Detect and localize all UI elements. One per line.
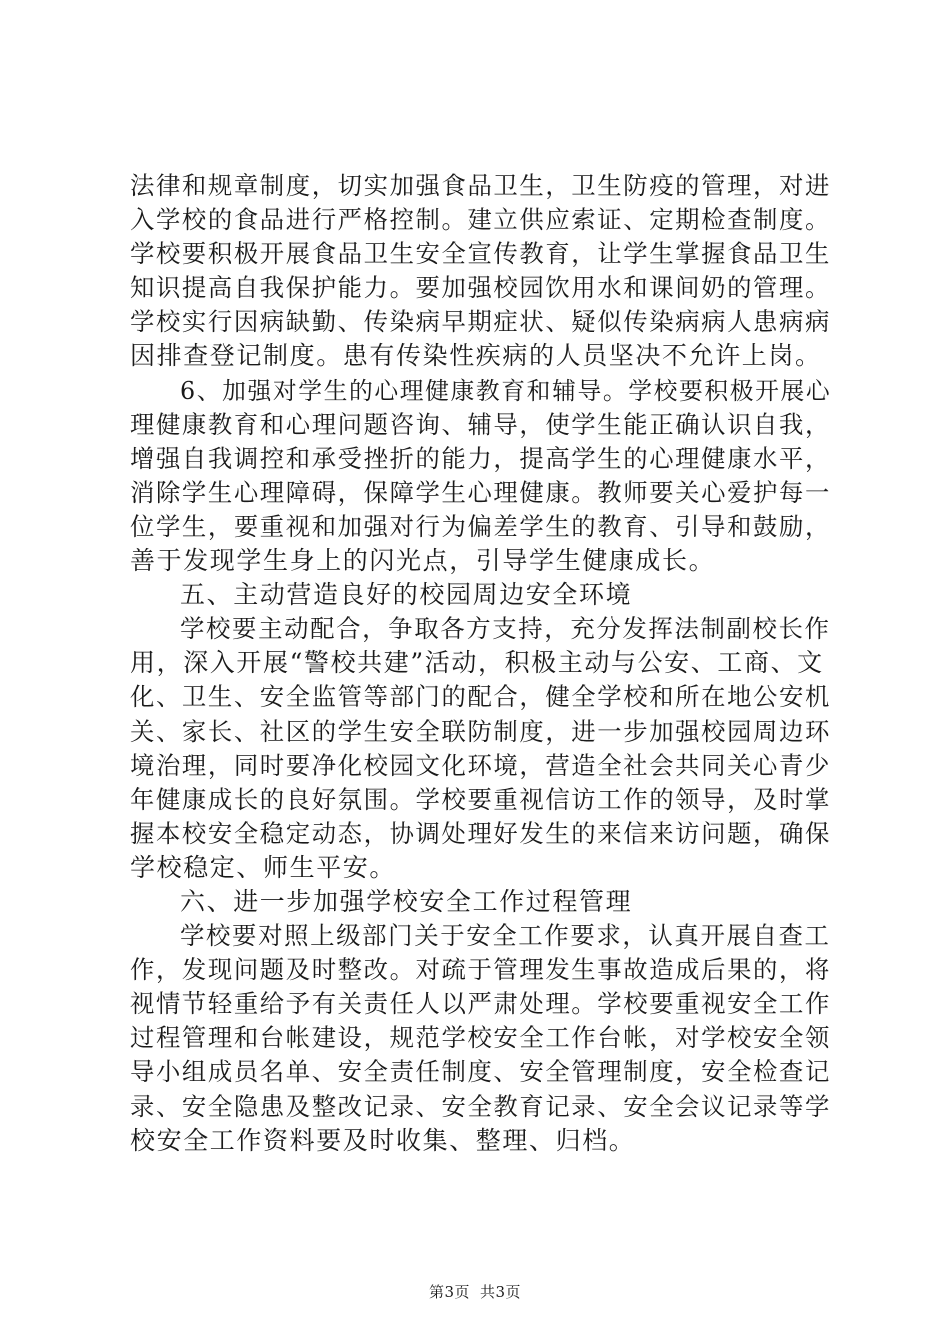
text-line: 学校要积极开展食品卫生安全宣传教育，让学生掌握食品卫生 — [130, 239, 831, 269]
text-line: 用，深入开展“警校共建”活动，积极主动与公安、工商、文 — [130, 648, 824, 678]
page-footer — [0, 1281, 950, 1302]
text-line: 学校稳定、师生平安。 — [130, 852, 397, 882]
document-body — [130, 169, 830, 1158]
text-line: 化、卫生、安全监管等部门的配合，健全学校和所在地公安机 — [130, 682, 831, 712]
text-line: 六、进一步加强学校安全工作过程管理 — [180, 886, 633, 916]
text-line: 关、家长、社区的学生安全联防制度，进一步加强校园周边环 — [130, 716, 831, 746]
text-line: 年健康成长的良好氛围。学校要重视信访工作的领导，及时掌 — [130, 784, 831, 814]
text-line: 视情节轻重给予有关责任人以严肃处理。学校要重视安全工作 — [130, 989, 831, 1019]
text-line: 位学生，要重视和加强对行为偏差学生的教育、引导和鼓励， — [130, 511, 831, 541]
text-line: 法律和规章制度，切实加强食品卫生，卫生防疫的管理，对进 — [130, 171, 831, 200]
text-line: 境治理，同时要净化校园文化环境，营造全社会共同关心青少 — [130, 750, 831, 780]
text-line: 导小组成员名单、安全责任制度、安全管理制度，安全检查记 — [130, 1057, 831, 1087]
text-line: 因排查登记制度。患有传染性疾病的人员坚决不允许上岗。 — [130, 341, 822, 371]
text-line: 增强自我调控和承受挫折的能力，提高学生的心理健康水平， — [130, 443, 831, 473]
text-line: 消除学生心理障碍，保障学生心理健康。教师要关心爱护每一 — [130, 477, 831, 507]
text-line: 学校实行因病缺勤、传染病早期症状、疑似传染病病人患病病 — [130, 307, 831, 337]
text-line: 理健康教育和心理问题咨询、辅导，使学生能正确认识自我， — [130, 409, 831, 439]
page-number: 第3页 — [428, 1283, 470, 1301]
page-total: 共3页 — [480, 1283, 522, 1301]
text-line: 五、主动营造良好的校园周边安全环境 — [180, 580, 633, 610]
text-line: 善于发现学生身上的闪光点，引导学生健康成长。 — [130, 546, 716, 576]
text-line: 录、安全隐患及整改记录、安全教育记录、安全会议记录等学 — [130, 1091, 831, 1121]
text-line: 过程管理和台帐建设，规范学校安全工作台帐，对学校安全领 — [130, 1023, 831, 1053]
text-line: 知识提高自我保护能力。要加强校园饮用水和课间奶的管理。 — [130, 273, 831, 303]
text-line: 入学校的食品进行严格控制。建立供应索证、定期检查制度。 — [130, 205, 831, 235]
text-line: 学校要主动配合，争取各方支持，充分发挥法制副校长作 — [180, 614, 831, 644]
text-line: 握本校安全稳定动态，协调处理好发生的来信来访问题，确保 — [130, 818, 831, 848]
text-line: 校安全工作资料要及时收集、整理、归档。 — [130, 1125, 636, 1155]
text-line: 6、加强对学生的心理健康教育和辅导。学校要积极开展心 — [180, 376, 832, 405]
text-line: 作，发现问题及时整改。对疏于管理发生事故造成后果的，将 — [130, 955, 831, 985]
text-line: 学校要对照上级部门关于安全工作要求，认真开展自查工 — [180, 921, 831, 951]
